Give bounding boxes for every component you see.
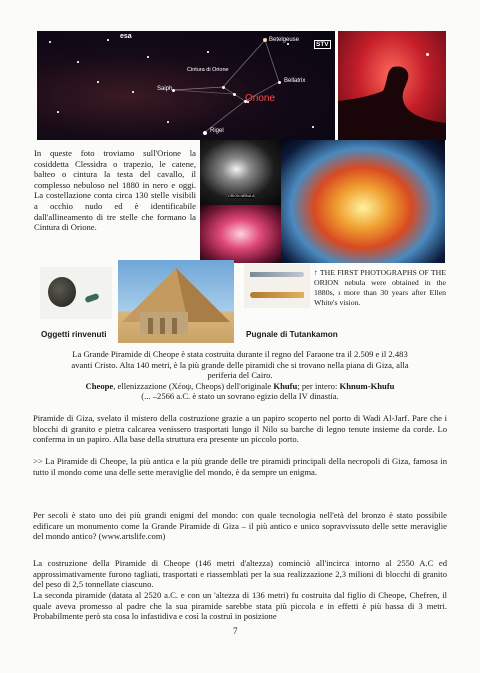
- rigel-label: Rigel: [210, 128, 224, 134]
- cheope-rest: , ellenizzazione (Χέοψ, Cheops) dell'originale: [113, 380, 274, 391]
- constellation-lines: [37, 31, 335, 140]
- paragraph-enigma: >> La Piramide di Cheope, la più antica e la più grande delle tre piramidi principali della necropoli di Giza, famosa in tutto il mondo come una delle sette meraviglie del mondo, è da sempre un enigma.: [33, 456, 447, 477]
- page-number: 7: [233, 626, 238, 636]
- orion-nebula-small-label: ORION NEBULA: [228, 194, 255, 198]
- pyramid-photo: [118, 260, 234, 343]
- saiph-label: Saiph: [157, 86, 173, 92]
- pyramid-info-line3: periferia del Cairo.: [207, 370, 273, 381]
- orion-nebula-color-photo: [200, 205, 281, 263]
- esa-logo: esa: [120, 33, 132, 40]
- dagger-photo: [244, 264, 310, 308]
- caption-pugnale: Pugnale di Tutankamon: [246, 330, 338, 339]
- intro-paragraph: In queste foto troviamo sull'Orione la cosiddetta Clessidra o trapezio, le catene, balteo o cintura la testa del cavallo, il complesso nebuloso nel 1880 in nero e oggi. La costellazione conta circa 130 stelle visibili a occhio nudo ed è identificabile dall'allineamento di tre stelle che formano la Cintura di Orione.: [34, 148, 196, 233]
- crab-nebula-photo: [281, 140, 445, 263]
- paragraph-costruzione: La costruzione della Piramide di Cheope (146 metri d'altezza) cominciò all'incirca intorno al 2550 A.C ed approssimativamente furono tagliati, trasportati e riassemblati per la sua realizzazione 2,3 milioni di blocchi di granito del peso di 2,5 tonnellate ciascuno.: [33, 558, 447, 590]
- paragraph-papiro: Piramide di Giza, svelato il mistero della costruzione grazie a un papiro scoperto nel porto di Wadi Al-Jarf. Pare che i blocchi di granito e pietra calcarea venissero trasportati lungo il Nilo su barche di legno tenute insieme da corde. Lo conferma in un papiro. Alla base della struttura era presente un piccolo porto.: [33, 413, 447, 445]
- pyramid-info-line1: La Grande Piramide di Cheope è stata costruita durante il regno del Faraone tra il 2.509 e il 2.483: [72, 349, 408, 359]
- bellatrix-label: Bellatrix: [284, 78, 306, 84]
- horsehead-nebula-photo: [338, 31, 446, 140]
- cheope-name: Cheope: [85, 380, 114, 391]
- betelgeuse-label: Betelgeuse: [269, 37, 300, 43]
- stv-logo: STV: [316, 41, 329, 48]
- pyramid-info-block: [30, 349, 450, 402]
- paragraph-seconda-piramide: La seconda piramide (datata al 2520 a.C. e con un 'altezza di 136 metri) fu costruita dal figlio di Cheope, Chefren, il quale aveva promesso al padre che la sua piramide sarebbe stata più piccola e in effetti è più bassa di 3 metri. Probabilmente però sta cosa lo infastidiva e così la costruì in posizione: [33, 590, 447, 622]
- orione-label: Orione: [245, 93, 276, 104]
- orion-photo: [37, 31, 335, 140]
- first-photographs-caption: ↑ THE FIRST PHOTOGRAPHS OF THE ORION nebula were obtained in the 1880s, ı more than 30 years after Ellen White's vision.: [314, 268, 446, 307]
- paragraph-secoli: Per secoli è stato uno dei più grandi enigmi del mondo: con quale tecnologia nell'età del bronzo è stato possibile edificare un monumento come la Grande Piramide di Giza – il più antico e unico sopravvissuto delle sette meraviglie del mondo antico? (www.artslife.com): [33, 510, 447, 542]
- objects-found-photo: [40, 267, 112, 319]
- caption-oggetti: Oggetti rinvenuti: [41, 330, 107, 339]
- khnum-khufu-name: Khnum-Khufu: [339, 380, 395, 391]
- khufu-name: Khufu: [273, 380, 298, 391]
- pyramid-info-line2: avanti Cristo. Alta 140 metri, è la più grande delle piramidi che si trovano nella piana di Giza, alla: [71, 359, 409, 370]
- per-intero: ; per intero:: [297, 380, 340, 391]
- pyramid-info-line5: (... –2566 a.C. è stato un sovrano egizio della IV dinastia.: [141, 391, 339, 402]
- pyramid-info-line4: [30, 381, 450, 392]
- cintura-label: Cintura di Orione: [187, 67, 229, 73]
